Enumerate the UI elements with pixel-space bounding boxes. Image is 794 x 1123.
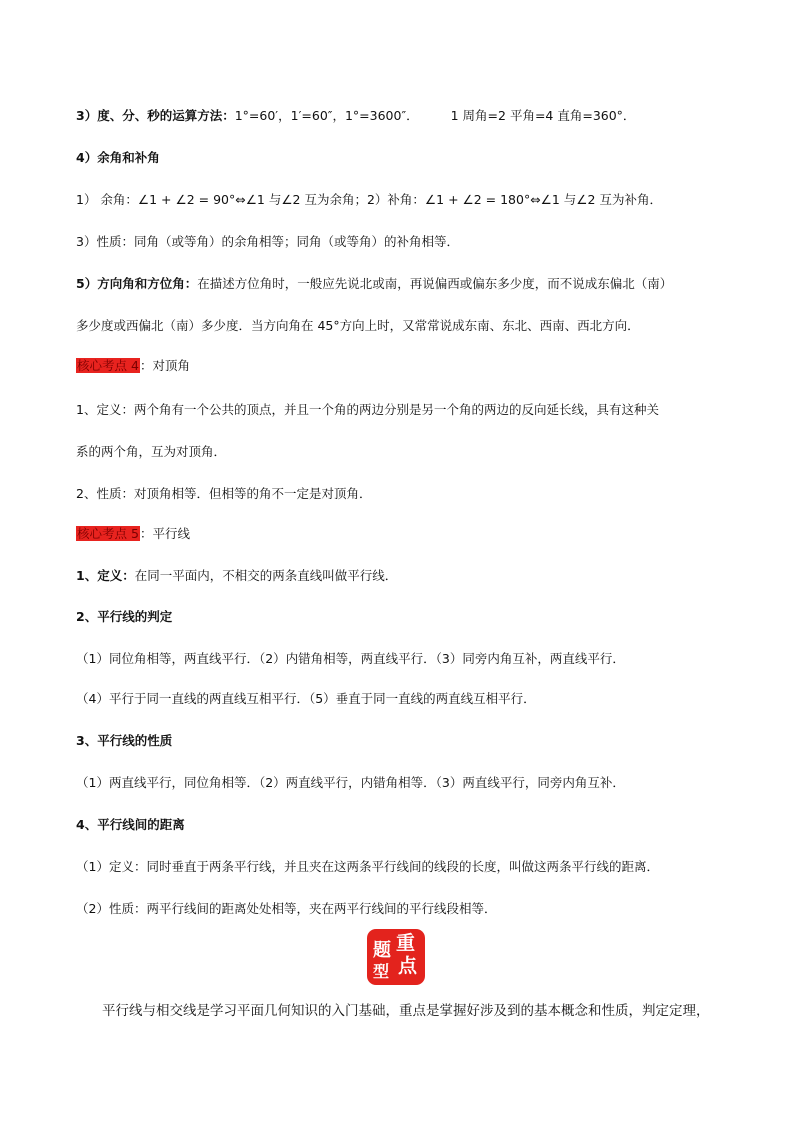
logo-char-2: 点 <box>398 955 418 977</box>
line-distance-def: （1）定义：同时垂直于两条平行线，并且夹在这两条平行线间的线段的长度，叫做这两条平行线的距离． <box>76 859 659 874</box>
line-vertical-def: 1、定义：两个角有一个公共的顶点，并且一个角的两边分别是另一个角的两边的反向延长线，具有这种关 <box>76 402 659 417</box>
logo-char-3: 题 <box>373 940 391 961</box>
line-vertical-property: 2、性质：对顶角相等．但相等的角不一定是对顶角． <box>76 486 372 501</box>
line-angle-units-formula: 1°=60′，1′=60″，1°=3600″． <box>234 108 419 123</box>
line-angle-units-round: 1 周角=2 平角=4 直角=360°． <box>450 108 636 123</box>
heading-parallel-distance: 4、平行线间的距离 <box>76 817 185 832</box>
core-tag-5: 核心考点 5 <box>77 526 139 541</box>
line-vertical-def-cont: 系的两个角，互为对顶角． <box>76 444 227 459</box>
line-parallel-def <box>76 567 397 585</box>
heading-parallel <box>76 525 190 543</box>
line-angle-units <box>76 107 635 125</box>
parallel-def-text: 在同一平面内，不相交的两条直线叫做平行线． <box>134 568 398 583</box>
line-complementary-property: 3）性质：同角（或等角）的余角相等；同角（或等角）的补角相等． <box>76 234 459 249</box>
line-distance-property: （2）性质：两平行线间的距离处处相等，夹在两平行线间的平行线段相等． <box>76 901 497 916</box>
line-direction-angle-cont: 多少度或西偏北（南）多少度．当方向角在 45°方向上时，又常常说成东南、东北、西南、西北方向． <box>76 318 640 333</box>
logo-char-4: 型 <box>373 962 390 981</box>
logo-char-1: 重 <box>396 932 416 954</box>
core-tag-4: 核心考点 4 <box>77 358 139 373</box>
heading-vertical-angles <box>76 357 190 375</box>
line-angle-units-title: 3）度、分、秒的运算方法： <box>76 108 235 123</box>
line-complementary-def: 1） 余角：∠1 + ∠2 = 90°⇔∠1 与∠2 互为余角；2）补角：∠1 + ∠2 = 180°⇔∠1 与∠2 互为补角． <box>76 192 662 207</box>
line-direction-angle <box>76 275 672 293</box>
heading-parallel-properties: 3、平行线的性质 <box>76 733 173 748</box>
key-question-type-logo <box>367 929 425 985</box>
line-parallel-criteria-2: （4）平行于同一直线的两直线互相平行．（5）垂直于同一直线的两直线互相平行． <box>76 691 536 706</box>
heading-vertical-angles-label: ：对顶角 <box>139 358 190 373</box>
heading-complementary: 4）余角和补角 <box>76 150 160 165</box>
direction-angle-text: 在描述方位角时，一般应先说北或南，再说偏西或偏东多少度，而不说成东偏北（南） <box>197 276 673 291</box>
heading-parallel-label: ：平行线 <box>139 526 190 541</box>
line-parallel-criteria-1: （1）同位角相等，两直线平行．（2）内错角相等，两直线平行．（3）同旁内角互补，两直线平行． <box>76 651 625 666</box>
parallel-def-title: 1、定义： <box>76 568 135 583</box>
line-parallel-properties: （1）两直线平行，同位角相等．（2）两直线平行，内错角相等．（3）两直线平行，同旁内角互补． <box>76 775 625 790</box>
intro-paragraph: 平行线与相交线是学习平面几何知识的入门基础，重点是掌握好涉及到的基本概念和性质，判定定理， <box>102 1003 710 1019</box>
heading-parallel-criteria: 2、平行线的判定 <box>76 609 173 624</box>
direction-angle-title: 5）方向角和方位角： <box>76 276 198 291</box>
